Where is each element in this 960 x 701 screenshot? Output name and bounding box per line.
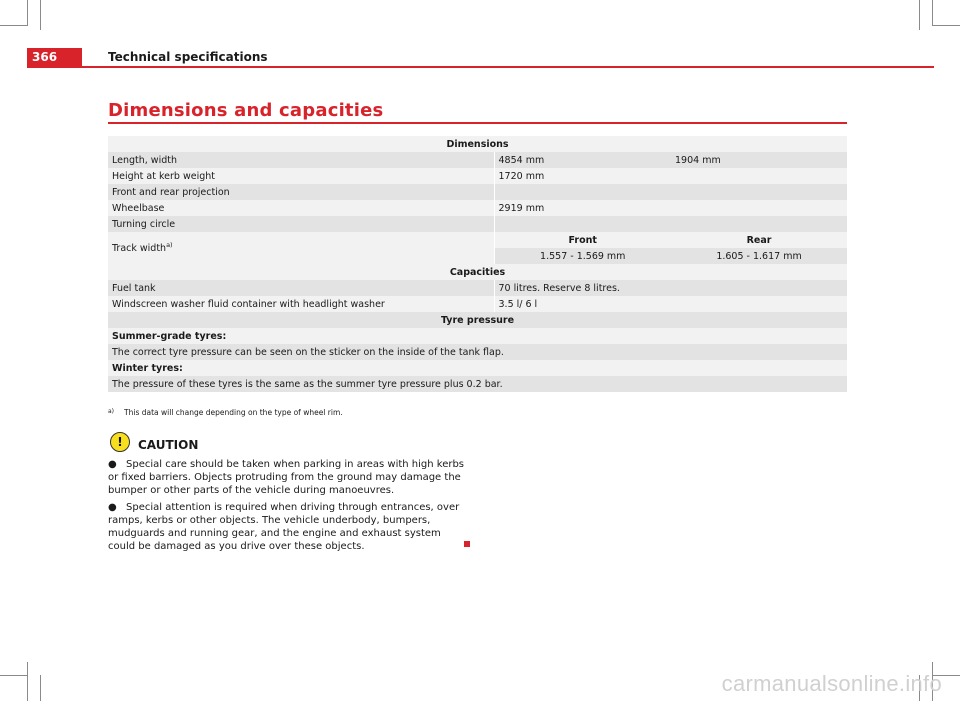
- chapter-title: Technical specifications: [108, 50, 268, 64]
- winter-label: Winter tyres:: [108, 360, 847, 376]
- table-row: [108, 360, 847, 376]
- list-item: ● Special attention is required when driving through entrances, over ramps, kerbs or other objects. The vehicle underbody, bumpers, mudguards and running gear, and the engine and exhaust system could be damaged as you drive over these objects.: [108, 502, 460, 552]
- summer-label: Summer-grade tyres:: [108, 328, 847, 344]
- header-rule: [27, 66, 934, 68]
- footnote-ref: a): [166, 241, 173, 250]
- section-end-icon: [464, 541, 470, 547]
- specifications-table: [108, 136, 847, 392]
- crop-mark: [40, 0, 41, 30]
- page-number: 366: [27, 48, 82, 66]
- row-label: Wheelbase: [108, 200, 494, 216]
- table-section-header: [108, 136, 847, 152]
- turning-value: [494, 216, 847, 232]
- crop-mark: [932, 25, 960, 26]
- table-row: [108, 216, 847, 232]
- table-section-header: [108, 312, 847, 328]
- footnote-mark: a): [108, 408, 115, 415]
- front-track-value: 1.557 - 1.569 mm: [494, 248, 671, 264]
- length-value: 4854 mm: [494, 152, 671, 168]
- row-label: Windscreen washer fluid container with headlight washer: [108, 296, 494, 312]
- winter-text: The pressure of these tyres is the same as the summer tyre pressure plus 0.2 bar.: [108, 376, 847, 392]
- crop-mark: [0, 25, 28, 26]
- table-row: [108, 296, 847, 312]
- row-label: Fuel tank: [108, 280, 494, 296]
- front-header: Front: [494, 232, 671, 248]
- dimensions-heading: Dimensions: [108, 136, 847, 152]
- list-item: ● Special care should be taken when parking in areas with high kerbs or fixed barriers. Objects protruding from the ground may damage the bumper or other parts of the vehicle during manoeuvres.: [108, 459, 465, 496]
- footnote: [108, 408, 343, 417]
- row-label: Front and rear projection: [108, 184, 494, 200]
- caution-icon: !: [110, 432, 130, 452]
- tyre-heading: Tyre pressure: [108, 312, 847, 328]
- crop-mark: [0, 675, 28, 676]
- width-value: 1904 mm: [671, 152, 847, 168]
- section-title: Dimensions and capacities: [108, 100, 384, 121]
- table-row: [108, 280, 847, 296]
- footnote-text: This data will change depending on the type of wheel rim.: [124, 408, 343, 417]
- track-width-label: Track width$^{a)}$: [108, 232, 494, 264]
- crop-mark: [27, 0, 28, 26]
- wheelbase-value: 2919 mm: [494, 200, 847, 216]
- table-row: [108, 168, 847, 184]
- summer-text: The correct tyre pressure can be seen on the sticker on the inside of the tank flap.: [108, 344, 847, 360]
- rear-header: Rear: [671, 232, 847, 248]
- section-rule: [108, 122, 847, 124]
- projection-value: [494, 184, 847, 200]
- caution-list: [108, 458, 468, 557]
- row-label: Height at kerb weight: [108, 168, 494, 184]
- watermark: carmanualsonline.info: [721, 671, 942, 696]
- crop-mark: [27, 662, 28, 701]
- capacities-heading: Capacities: [108, 264, 847, 280]
- bullet-icon: ●: [108, 502, 117, 513]
- table-row: [108, 344, 847, 360]
- table-section-header: [108, 264, 847, 280]
- table-row: [108, 152, 847, 168]
- bullet-icon: ●: [108, 459, 117, 470]
- fuel-value: 70 litres. Reserve 8 litres.: [494, 280, 847, 296]
- washer-value: 3.5 l/ 6 l: [494, 296, 847, 312]
- height-value: 1720 mm: [494, 168, 847, 184]
- table-row: [108, 200, 847, 216]
- crop-mark: [919, 0, 920, 30]
- table-row: [108, 328, 847, 344]
- crop-mark: [40, 675, 41, 701]
- crop-mark: [932, 0, 933, 26]
- row-label: Length, width: [108, 152, 494, 168]
- rear-track-value: 1.605 - 1.617 mm: [671, 248, 847, 264]
- row-label: Turning circle: [108, 216, 494, 232]
- table-row: [108, 376, 847, 392]
- caution-title: CAUTION: [138, 438, 199, 452]
- table-row: [108, 232, 847, 248]
- table-row: [108, 184, 847, 200]
